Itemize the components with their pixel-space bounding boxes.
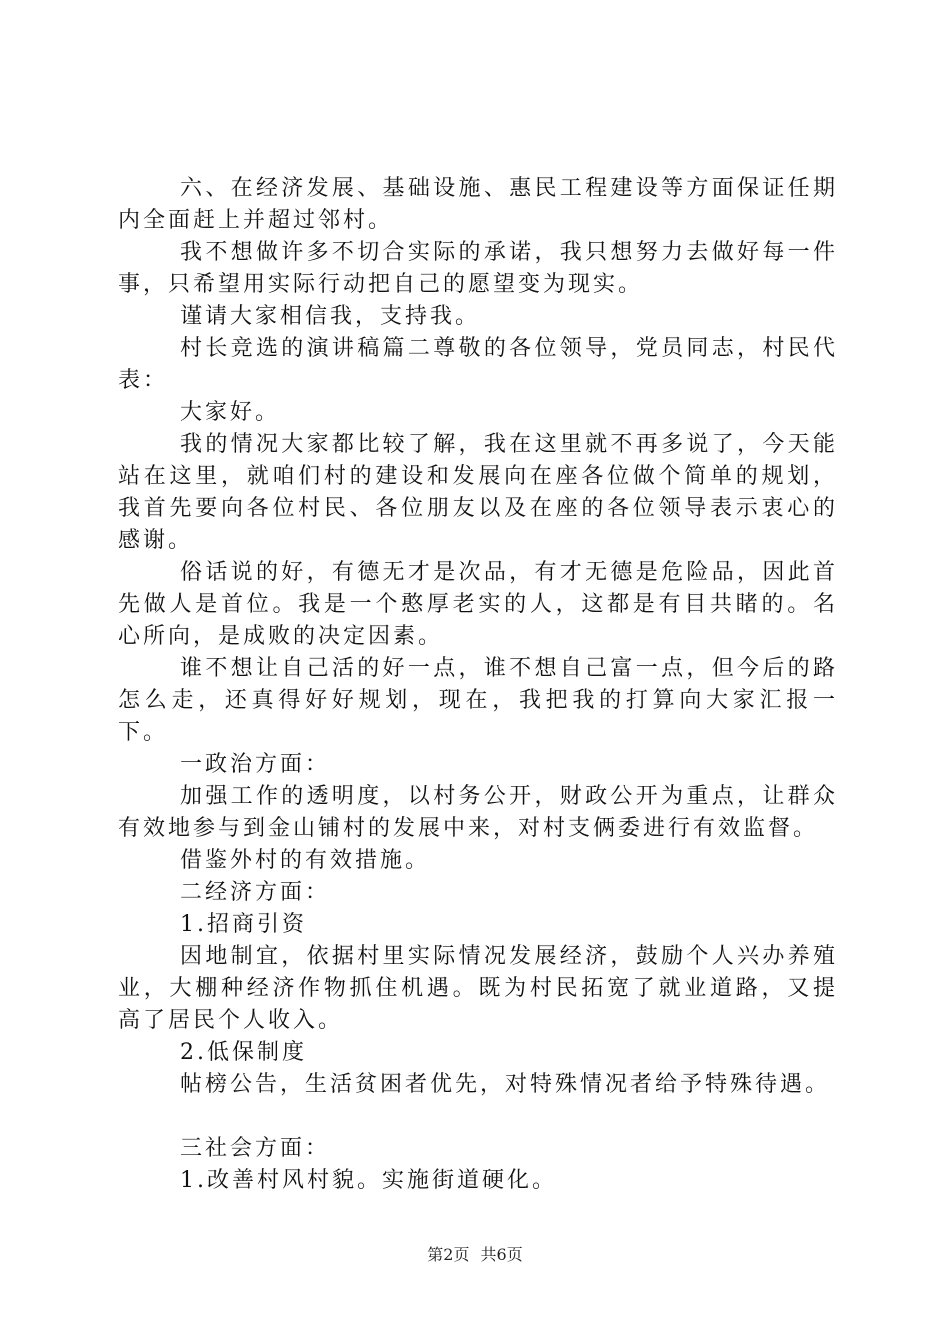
paragraph: 谨请大家相信我，支持我。 bbox=[180, 304, 481, 329]
paragraph: 我的情况大家都比较了解，我在这里就不再多说了，今天能站在这里，就咱们村的建设和发展向在座各位做个简单的规划，我首先要向各位村民、各位朋友以及在座的各位领导表示衷心的感谢。 bbox=[118, 432, 838, 553]
paragraph: 加强工作的透明度，以村务公开，财政公开为重点，让群众有效地参与到金山铺村的发展中来，对村支俩委进行有效监督。 bbox=[118, 784, 838, 841]
section-heading: 二经济方面： bbox=[180, 880, 331, 905]
blank-line bbox=[118, 1101, 838, 1133]
subheading: 1.改善村风村貌。实施街道硬化。 bbox=[180, 1168, 557, 1193]
section-heading: 三社会方面： bbox=[180, 1136, 331, 1161]
page-footer bbox=[0, 1242, 950, 1265]
paragraph: 谁不想让自己活的好一点，谁不想自己富一点，但今后的路怎么走，还真得好好规划，现在，我把我的打算向大家汇报一下。 bbox=[118, 656, 838, 745]
paragraph: 帖榜公告，生活贫困者优先，对特殊情况者给予特殊待遇。 bbox=[180, 1072, 831, 1097]
paragraph: 村长竞选的演讲稿篇二尊敬的各位领导，党员同志，村民代表： bbox=[118, 336, 838, 393]
page-total: 共6页 bbox=[480, 1245, 523, 1264]
paragraph: 因地制宜，依据村里实际情况发展经济，鼓励个人兴办养殖业，大棚种经济作物抓住机遇。既为村民拓宽了就业道路，又提高了居民个人收入。 bbox=[118, 944, 838, 1033]
section-heading: 一政治方面： bbox=[180, 752, 331, 777]
page-number: 第2页 bbox=[427, 1245, 470, 1264]
subheading: 2.低保制度 bbox=[180, 1040, 307, 1065]
paragraph: 借鉴外村的有效措施。 bbox=[180, 848, 431, 873]
paragraph: 大家好。 bbox=[180, 400, 281, 425]
paragraph: 我不想做许多不切合实际的承诺，我只想努力去做好每一件事，只希望用实际行动把自己的愿望变为现实。 bbox=[118, 240, 838, 297]
subheading: 1.招商引资 bbox=[180, 912, 307, 937]
document-body bbox=[118, 173, 838, 1197]
paragraph: 俗话说的好，有德无才是次品，有才无德是危险品，因此首先做人是首位。我是一个憨厚老实的人，这都是有目共睹的。名心所向，是成败的决定因素。 bbox=[118, 560, 838, 649]
paragraph: 六、在经济发展、基础设施、惠民工程建设等方面保证任期内全面赶上并超过邻村。 bbox=[118, 176, 838, 233]
